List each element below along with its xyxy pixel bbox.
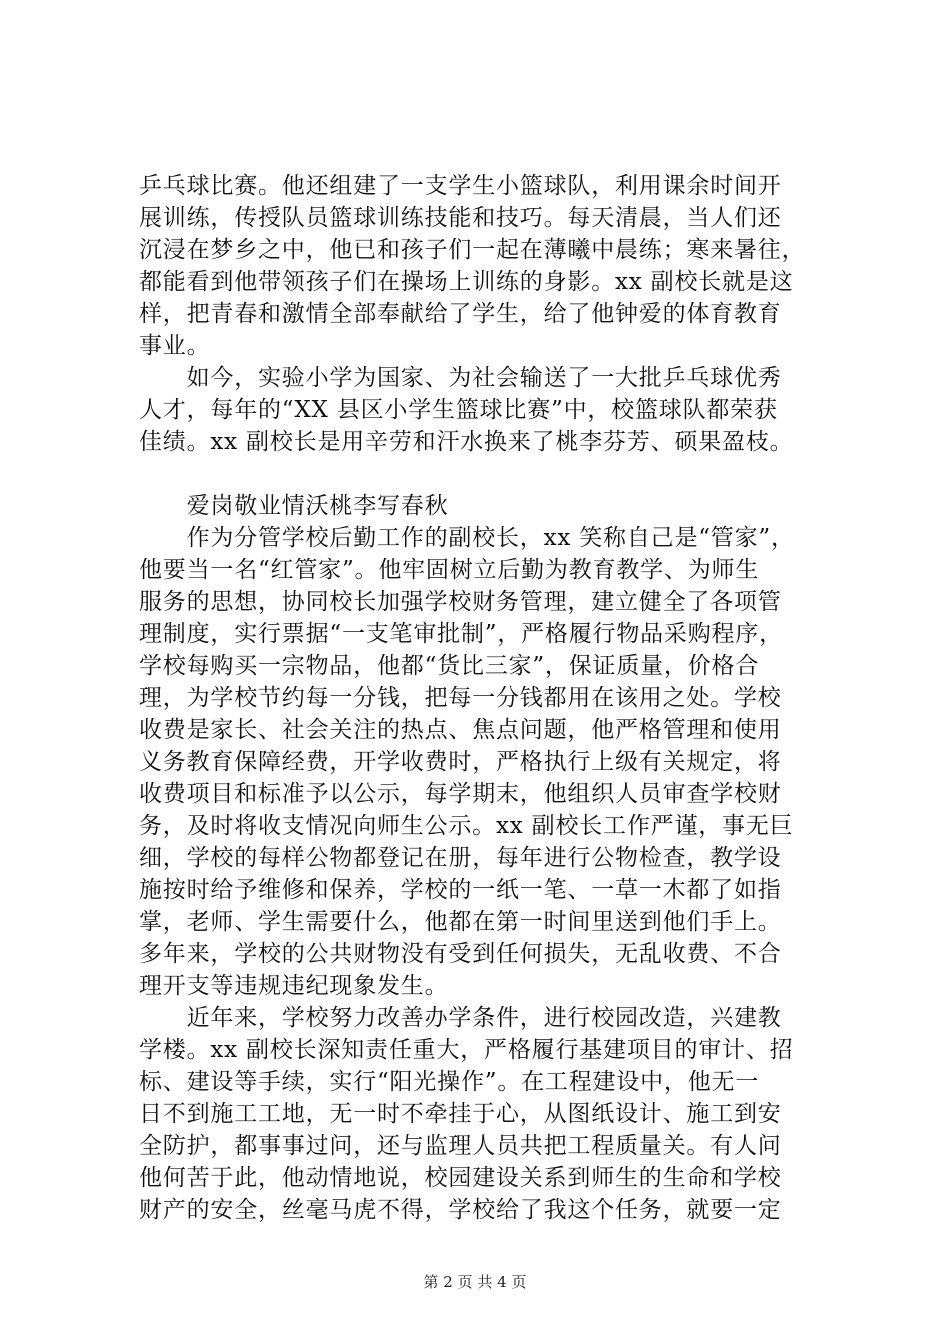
text-line: 日不到施工工地，无一时不牵挂于心，从图纸设计、施工到安 [139, 1101, 782, 1127]
text-line: 如今，实验小学为国家、为社会输送了一大批乒乓球优秀 [139, 365, 782, 391]
text-line: 佳绩。xx 副校长是用辛劳和汗水换来了桃李芬芳、硕果盈枝。 [139, 429, 794, 455]
text-line: 理开支等违规违纪现象发生。 [139, 973, 449, 999]
text-line: 全防护，都事事过问，还与监理人员共把工程质量关。有人问 [139, 1133, 782, 1159]
text-line: 施按时给予维修和保养，学校的一纸一笔、一草一木都了如指 [139, 877, 782, 903]
text-line: 都能看到他带领孩子们在操场上训练的身影。xx 副校长就是这 [139, 269, 794, 295]
text-line: 收费项目和标准予以公示，每学期末，他组织人员审查学校财 [139, 781, 782, 807]
text-line: 他要当一名“红管家”。他牢固树立后勤为教育教学、为师生 [139, 557, 760, 583]
text-line: 学校每购买一宗物品，他都“货比三家”，保证质量，价格合 [139, 653, 760, 679]
text-line: 他何苦于此，他动情地说，校园建设关系到师生的生命和学校 [139, 1165, 782, 1191]
text-line: 乒乓球比赛。他还组建了一支学生小篮球队，利用课余时间开 [139, 173, 782, 199]
text-line: 服务的思想，协同校长加强学校财务管理，建立健全了各项管 [139, 589, 782, 615]
page-indicator: 第 2 页 共 4 页 [423, 1273, 527, 1291]
text-line: 财产的安全，丝毫马虎不得，学校给了我这个任务，就要一定 [139, 1197, 782, 1223]
text-line: 样，把青春和激情全部奉献给了学生，给了他钟爱的体育教育 [139, 301, 782, 327]
text-line: 义务教育保障经费，开学收费时，严格执行上级有关规定，将 [139, 749, 782, 775]
page-footer [0, 1272, 950, 1292]
text-line: 掌，老师、学生需要什么，他都在第一时间里送到他们手上。 [139, 909, 782, 935]
text-line: 标、建设等手续，实行“阳光操作”。在工程建设中，他无一 [139, 1069, 760, 1095]
text-line: 务，及时将收支情况向师生公示。xx 副校长工作严谨，事无巨 [139, 813, 794, 839]
text-line: 作为分管学校后勤工作的副校长，xx 笑称自己是“管家”， [139, 525, 795, 551]
text-line: 收费是家长、社会关注的热点、焦点问题，他严格管理和使用 [139, 717, 782, 743]
text-line: 细，学校的每样公物都登记在册，每年进行公物检查，教学设 [139, 845, 782, 871]
text-line: 近年来，学校努力改善办学条件，进行校园改造，兴建教 [139, 1005, 782, 1031]
text-line: 沉浸在梦乡之中，他已和孩子们一起在薄曦中晨练；寒来暑往， [139, 237, 806, 263]
text-line: 人才，每年的“XX 县区小学生篮球比赛”中，校篮球队都荣获 [139, 397, 778, 423]
text-line: 事业。 [139, 333, 211, 359]
text-line: 爱岗敬业情沃桃李写春秋 [139, 493, 449, 519]
text-line: 展训练，传授队员篮球训练技能和技巧。每天清晨，当人们还 [139, 205, 782, 231]
text-line: 理，为学校节约每一分钱，把每一分钱都用在该用之处。学校 [139, 685, 782, 711]
text-line: 多年来，学校的公共财物没有受到任何损失，无乱收费、不合 [139, 941, 782, 967]
text-line: 学楼。xx 副校长深知责任重大，严格履行基建项目的审计、招 [139, 1037, 794, 1063]
text-line: 理制度，实行票据“一支笔审批制”，严格履行物品采购程序， [139, 621, 783, 647]
